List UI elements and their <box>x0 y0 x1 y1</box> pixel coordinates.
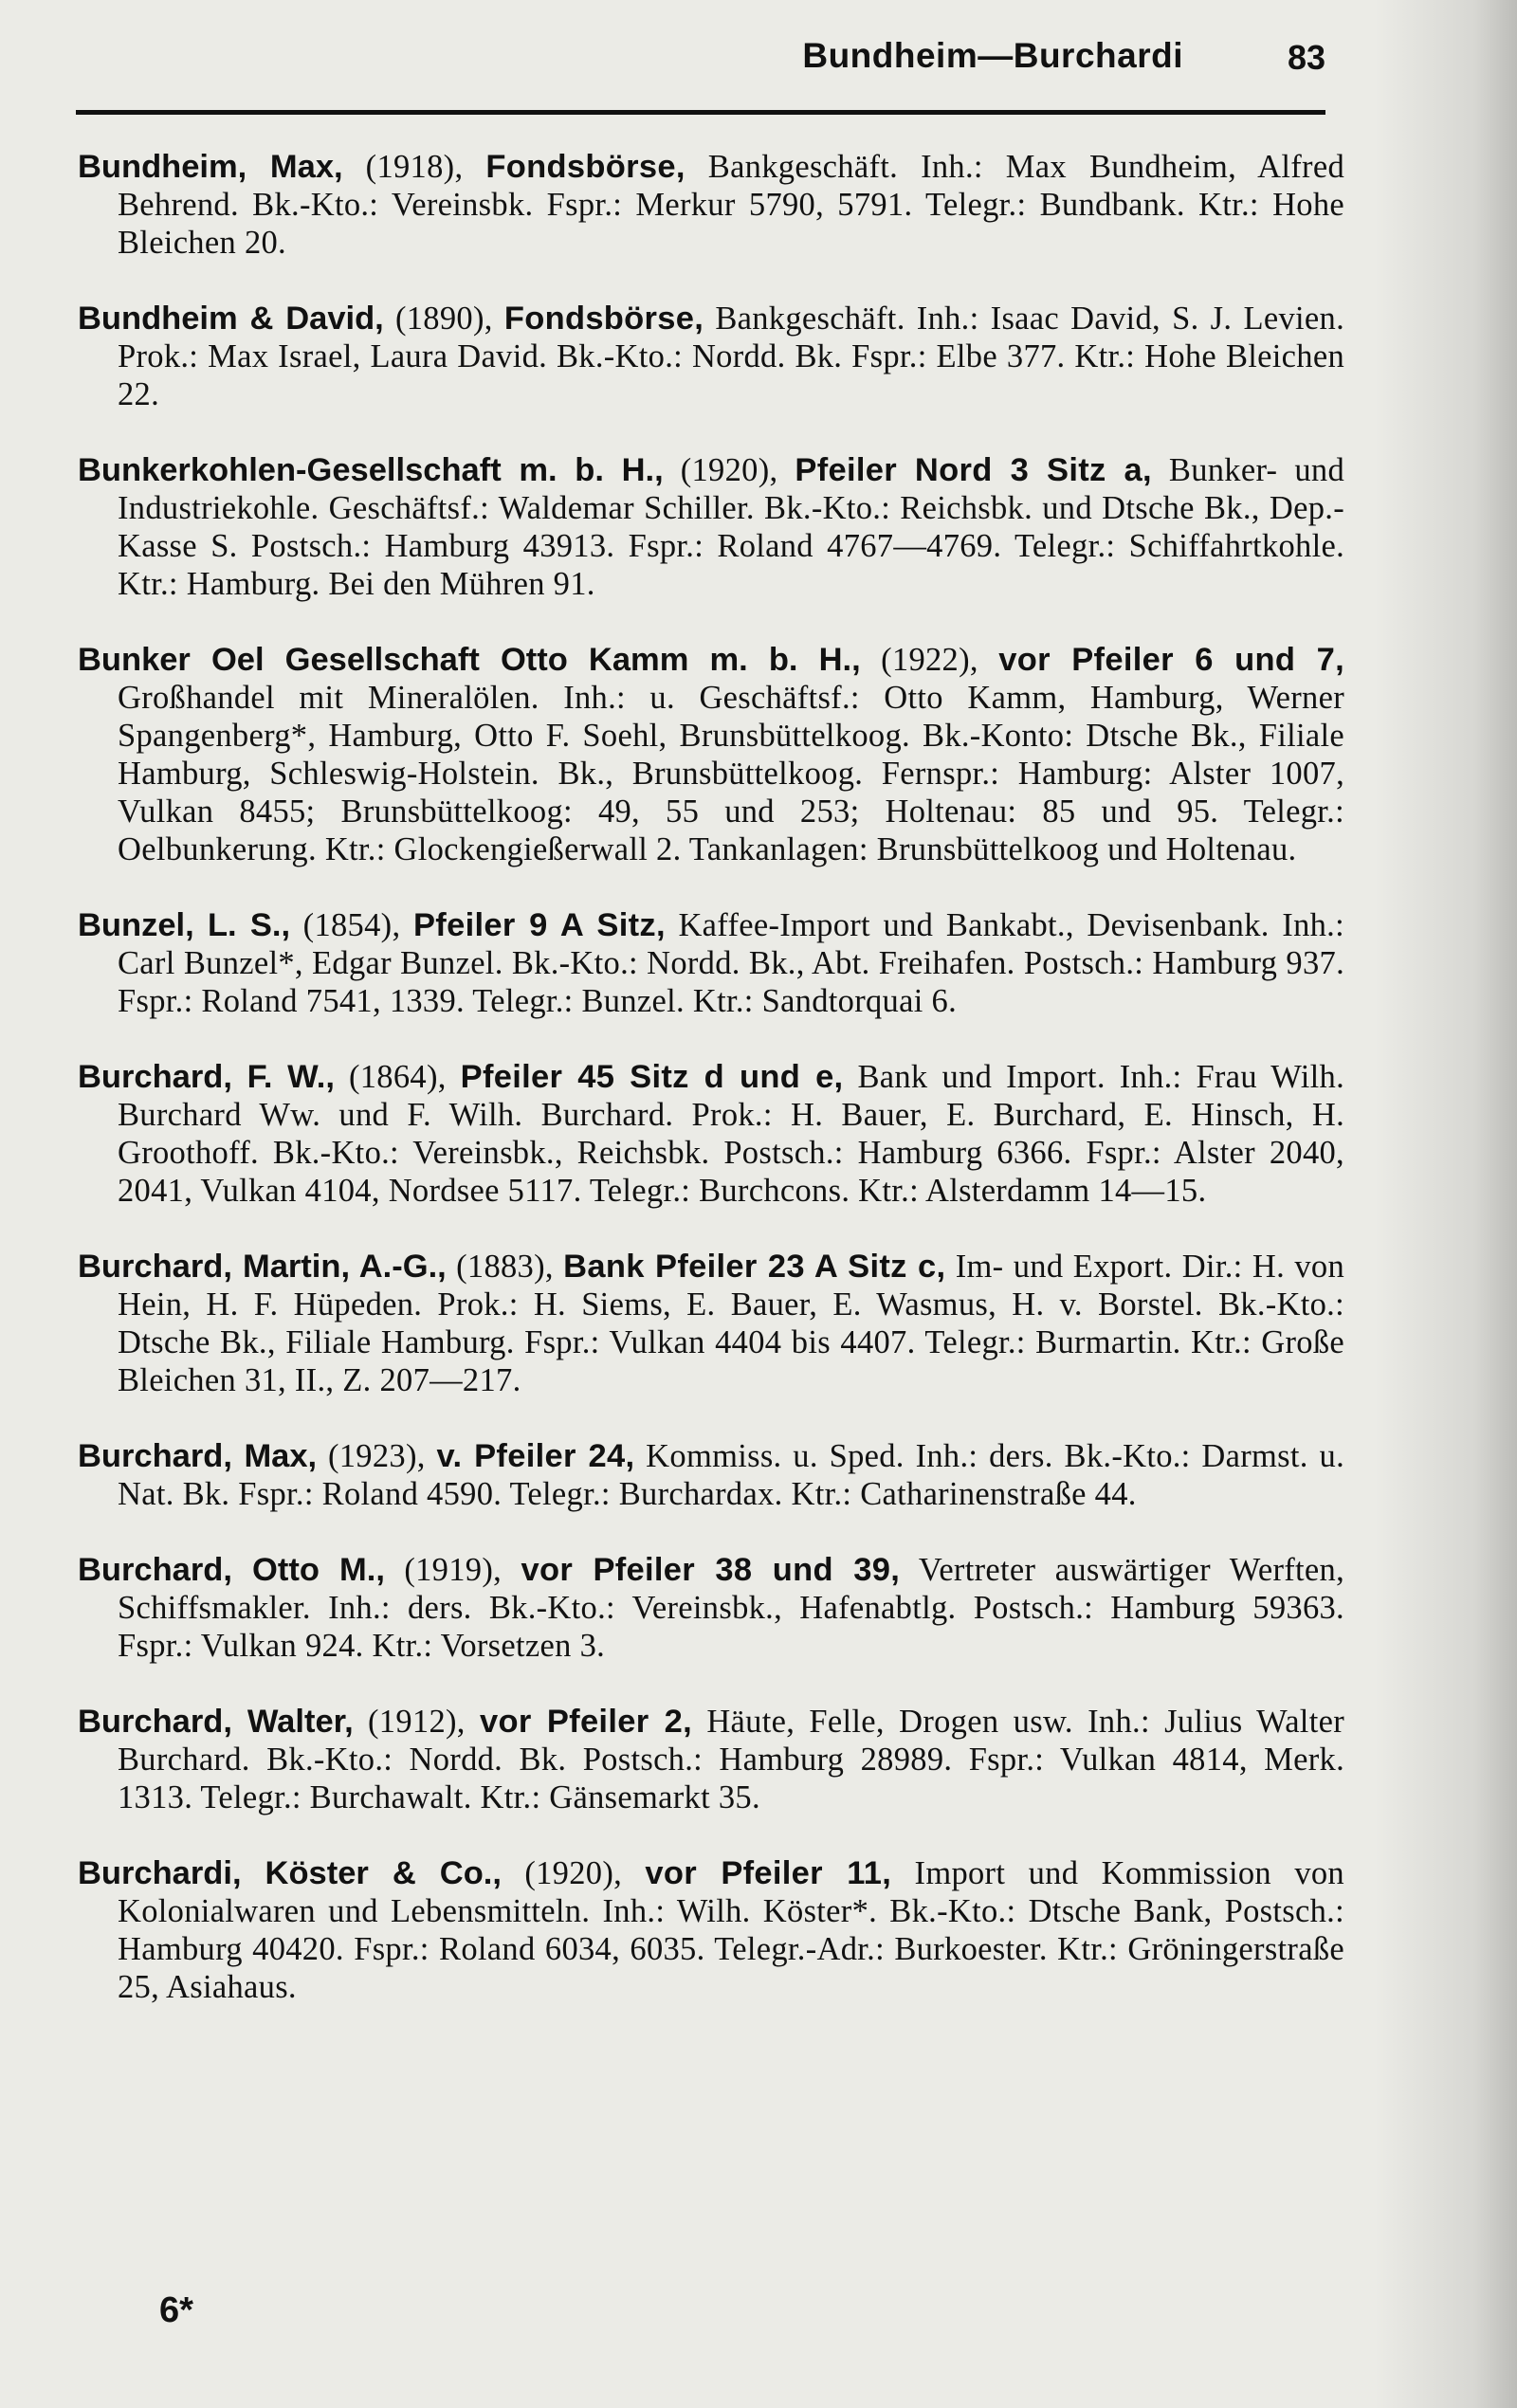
location: Fondsbörse, <box>503 300 704 337</box>
entry-details: Kommiss. u. Sped. Inh.: ders. Bk.-Kto.: Darmst. u. Nat. Bk. Fspr.: Roland 4590. Telegr.: Burchardax. Ktr.: Catharinenstraße 44. <box>118 1437 1344 1512</box>
location: vor Pfeiler 38 und 39, <box>521 1551 901 1588</box>
firm-name: Burchardi, Köster & Co., <box>78 1854 502 1891</box>
founding-year: (1918), <box>342 148 486 185</box>
entry-list <box>78 148 1344 2006</box>
founding-year: (1864), <box>334 1058 461 1095</box>
directory-entry <box>78 1248 1344 1399</box>
entry-details: Bunker- und Industriekohle. Geschäftsf.: Waldemar Schiller. Bk.-Kto.: Reichsbk. und Dtsche Bk., Dep.-Kasse S. Postsch.: Hamburg 43913. Fspr.: Roland 4767—4769. Telegr.: Schiffahrtkohle. Ktr.: Hamburg. Bei den Mühren 91. <box>118 451 1344 602</box>
firm-name: Burchard, Martin, A.-G., <box>78 1248 447 1285</box>
founding-year: (1919), <box>384 1551 521 1588</box>
founding-year: (1912), <box>353 1703 481 1740</box>
firm-name: Bunzel, L. S., <box>78 906 291 943</box>
directory-entry <box>78 451 1344 603</box>
running-header <box>76 34 1325 82</box>
firm-name: Bunkerkohlen-Gesellschaft m. b. H., <box>78 451 664 488</box>
firm-name: Bundheim & David, <box>78 300 384 337</box>
location: Fondsbörse, <box>485 148 685 185</box>
signature-mark: 6* <box>159 2290 193 2330</box>
directory-entry <box>78 1058 1344 1210</box>
entry-details: Bankgeschäft. Inh.: Max Bundheim, Alfred Behrend. Bk.-Kto.: Vereinsbk. Fspr.: Merkur 5790, 5791. Telegr.: Bundbank. Ktr.: Hohe Bleichen 20. <box>118 148 1344 261</box>
entry-details: Großhandel mit Mineralölen. Inh.: u. Geschäftsf.: Otto Kamm, Hamburg, Werner Spangenberg*, Hamburg, Otto F. Soehl, Brunsbüttelkoog. Bk.-Konto: Dtsche Bk., Filiale Hamburg, Schleswig-Holstein. Bk., Brunsbüttelkoog. Fernspr.: Hamburg: Alster 1007, Vulkan 8455; Brunsbüttelkoog: 49, 55 und 253; Holtenau: 85 und 95. Telegr.: Oelbunkerung. Ktr.: Glockengießerwall 2. Tankanlagen: Brunsbüttelkoog und Holtenau. <box>118 679 1344 867</box>
firm-name: Burchard, F. W., <box>78 1058 335 1095</box>
founding-year: (1854), <box>290 906 413 943</box>
directory-entry <box>78 300 1344 413</box>
location: vor Pfeiler 6 und 7, <box>998 641 1344 678</box>
entry-details: Bankgeschäft. Inh.: Isaac David, S. J. Levien. Prok.: Max Israel, Laura David. Bk.-Kto.: Nordd. Bk. Fspr.: Elbe 377. Ktr.: Hohe Bleichen 22. <box>118 300 1345 412</box>
directory-entry <box>78 148 1344 262</box>
directory-entry <box>78 1854 1344 2006</box>
entry-details: Import und Kommission von Kolonialwaren und Lebensmitteln. Inh.: Wilh. Köster*. Bk.-Kto.: Dtsche Bank, Postsch.: Hamburg 40420. Fspr.: Roland 6034, 6035. Telegr.-Adr.: Burkoester. Ktr.: Gröningerstraße 25, Asiahaus. <box>118 1854 1344 2005</box>
entry-details: Im- und Export. Dir.: H. von Hein, H. F. Hüpeden. Prok.: H. Siems, E. Bauer, E. Wasmus, H. v. Borstel. Bk.-Kto.: Dtsche Bk., Filiale Hamburg. Fspr.: Vulkan 4404 bis 4407. Telegr.: Burmartin. Ktr.: Große Bleichen 31, II., Z. 207—217. <box>118 1248 1344 1398</box>
founding-year: (1890), <box>383 300 504 337</box>
entry-details: Vertreter auswärtiger Werften, Schiffsmakler. Inh.: ders. Bk.-Kto.: Vereinsbk., Hafenabtlg. Postsch.: Hamburg 59363. Fspr.: Vulkan 924. Ktr.: Vorsetzen 3. <box>118 1551 1345 1664</box>
directory-entry <box>78 1437 1344 1513</box>
firm-name: Bundheim, Max, <box>78 148 343 185</box>
location: Pfeiler 45 Sitz d und e, <box>460 1058 844 1095</box>
firm-name: Bunker Oel Gesellschaft Otto Kamm m. b. H., <box>78 641 861 678</box>
firm-name: Burchard, Walter, <box>78 1703 354 1740</box>
location: Bank Pfeiler 23 A Sitz c, <box>563 1248 946 1285</box>
founding-year: (1920), <box>663 451 795 488</box>
founding-year: (1883), <box>446 1248 564 1285</box>
firm-name: Burchard, Otto M., <box>78 1551 385 1588</box>
location: Pfeiler Nord 3 Sitz a, <box>795 451 1152 488</box>
location: vor Pfeiler 2, <box>480 1703 693 1740</box>
location: vor Pfeiler 11, <box>645 1854 892 1891</box>
directory-entry <box>78 906 1344 1020</box>
founding-year: (1923), <box>317 1437 437 1474</box>
location: Pfeiler 9 A Sitz, <box>413 906 666 943</box>
founding-year: (1922), <box>860 641 999 678</box>
header-rule <box>76 110 1325 115</box>
directory-entry <box>78 641 1344 868</box>
directory-entry <box>78 1703 1344 1816</box>
page-number: 83 <box>1287 38 1325 77</box>
directory-entry <box>78 1551 1344 1665</box>
founding-year: (1920), <box>501 1854 646 1891</box>
entry-details: Bank und Import. Inh.: Frau Wilh. Burchard Ww. und F. Wilh. Burchard. Prok.: H. Bauer, E. Burchard, E. Hinsch, H. Groothoff. Bk.-Kto.: Vereinsbk., Reichsbk. Postsch.: Hamburg 6366. Fspr.: Alster 2040, 2041, Vulkan 4104, Nordsee 5117. Telegr.: Burchcons. Ktr.: Alsterdamm 14—15. <box>118 1058 1344 1209</box>
entry-details: Häute, Felle, Drogen usw. Inh.: Julius Walter Burchard. Bk.-Kto.: Nordd. Bk. Postsch.: Hamburg 28989. Fspr.: Vulkan 4814, Merk. 1313. Telegr.: Burchawalt. Ktr.: Gänsemarkt 35. <box>118 1703 1344 1815</box>
entry-details: Kaffee-Import und Bankabt., Devisenbank. Inh.: Carl Bunzel*, Edgar Bunzel. Bk.-Kto.: Nordd. Bk., Abt. Freihafen. Postsch.: Hamburg 937. Fspr.: Roland 7541, 1339. Telegr.: Bunzel. Ktr.: Sandtorquai 6. <box>118 906 1344 1019</box>
firm-name: Burchard, Max, <box>78 1437 318 1474</box>
location: v. Pfeiler 24, <box>436 1437 635 1474</box>
header-title: Bundheim—Burchardi <box>802 36 1183 75</box>
